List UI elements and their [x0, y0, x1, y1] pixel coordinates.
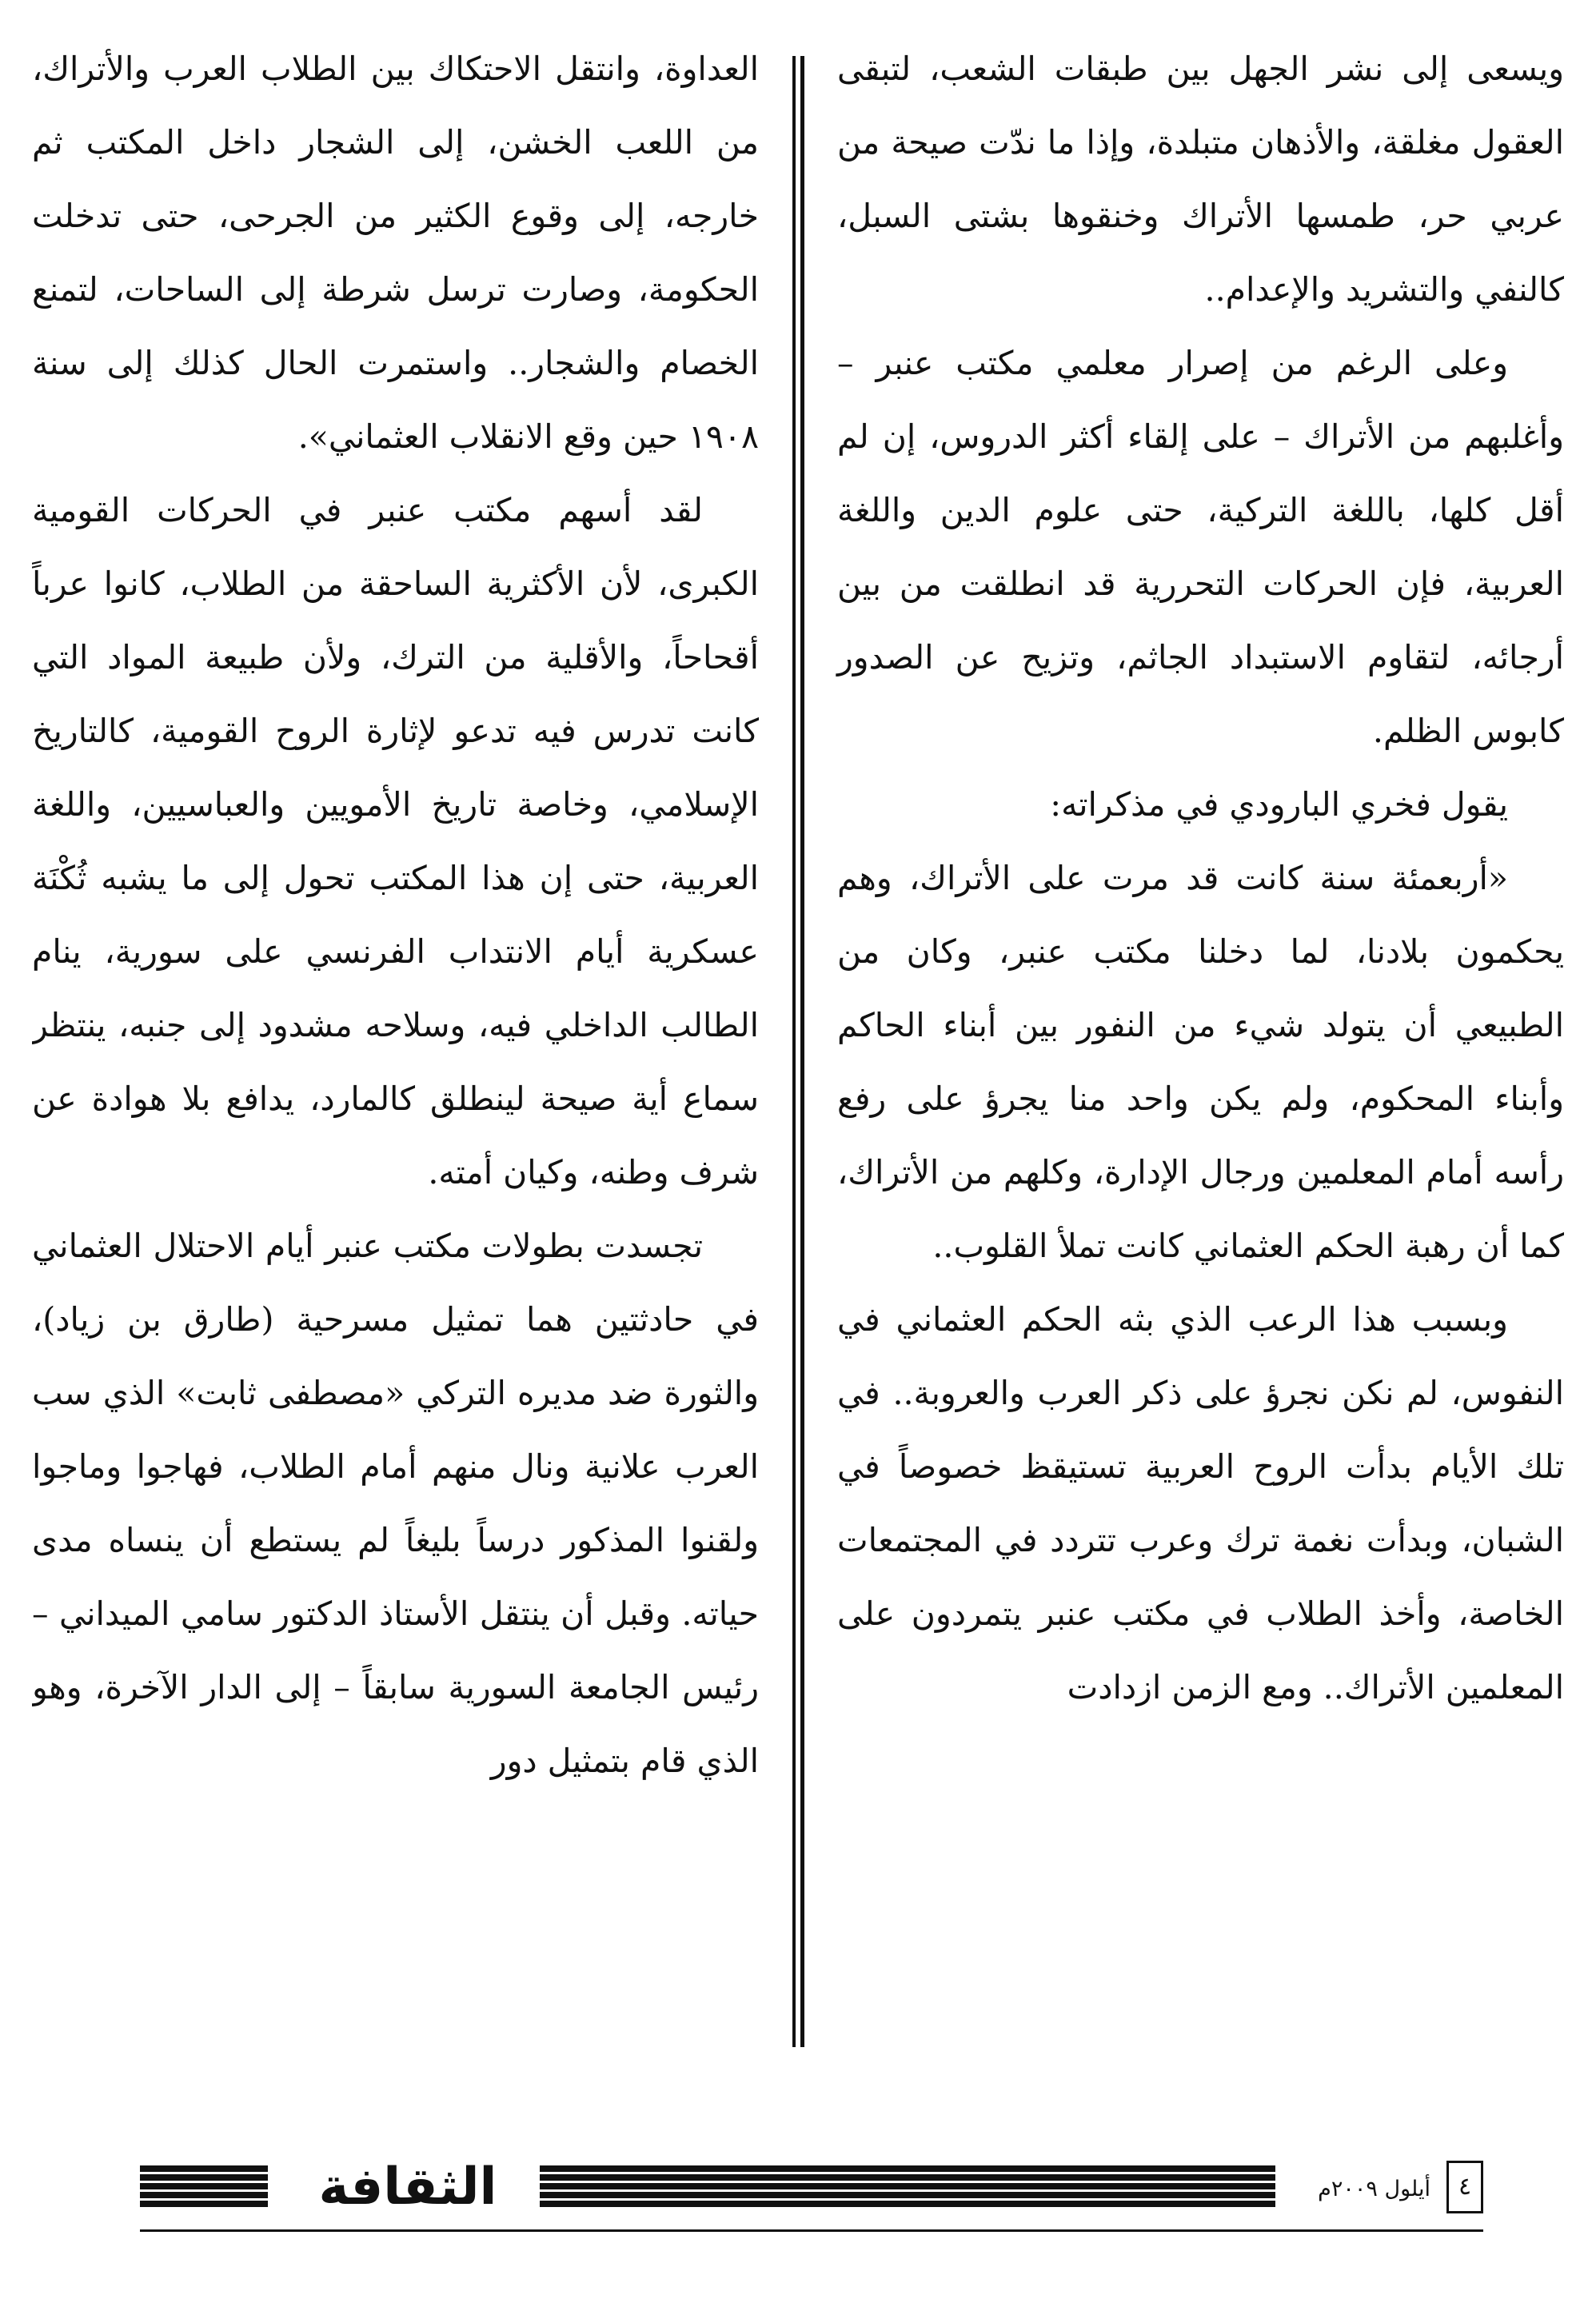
- paragraph: ويسعى إلى نشر الجهل بين طبقات الشعب، لتبقى العقول مغلقة، والأذهان متبلدة، وإذا ما ندّت صيحة من عربي حر، طمسها الأتراك وخنقوها بشتى السبل، كالنفي والتشريد والإعدام..: [837, 50, 1564, 309]
- article-columns: [32, 32, 1564, 2047]
- paragraph: «أربعمئة سنة كانت قد مرت على الأتراك، وهم يحكمون بلادنا، لما دخلنا مكتب عنبر، وكان من الطبيعي أن يتولد شيء من النفور بين أبناء الحاكم وأبناء المحكوم، ولم يكن واحد منا يجرؤ على رفع رأسه أمام المعلمين ورجال الإدارة، وكلهم من الأتراك، كما أن رهبة الحكم العثماني كانت تملأ القلوب..: [837, 859, 1564, 1265]
- paragraph: لقد أسهم مكتب عنبر في الحركات القومية الكبرى، لأن الأكثرية الساحقة من الطلاب، كانوا عرباً أقحاحاً، والأقلية من الترك، ولأن طبيعة المواد التي كانت تدرس فيه تدعو لإثارة الروح القومية، كالتاريخ الإسلامي، وخاصة تاريخ الأمويين والعباسيين، واللغة العربية، حتى إن هذا المكتب تحول إلى ما يشبه ثُكْنَة عسكرية أيام الانتداب الفرنسي على سورية، ينام الطالب الداخلي فيه، وسلاحه مشدود إلى جنبه، ينتظر سماع أية صيحة لينطلق كالمارد، يدافع بلا هوادة عن شرف وطنه، وكيان أمته.: [32, 491, 759, 1191]
- paragraph: تجسدت بطولات مكتب عنبر أيام الاحتلال العثماني في حادثتين هما تمثيل مسرحية (طارق بن زياد)، والثورة ضد مديره التركي «مصطفى ثابت» الذي سب العرب علانية ونال منهم أمام الطلاب، فهاجوا وماجوا ولقنوا المذكور درساً بليغاً لم يستطع أن ينساه مدى حياته. وقبل أن ينتقل الأستاذ الدكتور سامي الميداني – رئيس الجامعة السورية سابقاً – إلى الدار الآخرة، وهو الذي قام بتمثيل دور: [32, 1227, 759, 1780]
- right-column: [832, 32, 1564, 2047]
- column-divider: [786, 32, 810, 2047]
- issue-date: أيلول ٢٠٠٩م: [1318, 2177, 1430, 2201]
- page-footer: [140, 2151, 1483, 2231]
- paragraph: العداوة، وانتقل الاحتكاك بين الطلاب العرب والأتراك، من اللعب الخشن، إلى الشجار داخل المكتب ثم خارجه، إلى وقوع الكثير من الجرحى، حتى تدخلت الحكومة، وصارت ترسل شرطة إلى الساحات، لتمنع الخصام والشجار.. واستمرت الحال كذلك إلى سنة ١٩٠٨ حين وقع الانقلاب العثماني».: [32, 50, 759, 456]
- paragraph: يقول فخري البارودي في مذكراته:: [1050, 785, 1508, 824]
- footer-bar-short: [140, 2165, 268, 2207]
- paragraph: وعلى الرغم من إصرار معلمي مكتب عنبر – وأغلبهم من الأتراك – على إلقاء أكثر الدروس، إن لم أقل كلها، باللغة التركية، حتى علوم الدين واللغة العربية، فإن الحركات التحررية قد انطلقت من بين أرجائه، لتقاوم الاستبداد الجاثم، وتزيح عن الصدور كابوس الظلم.: [837, 344, 1564, 750]
- page-number: ٤: [1446, 2161, 1483, 2213]
- footer-rule: [140, 2229, 1483, 2232]
- left-column: [32, 32, 764, 2047]
- footer-bar-long: [540, 2165, 1275, 2207]
- paragraph: وبسبب هذا الرعب الذي بثه الحكم العثماني في النفوس، لم نكن نجرؤ على ذكر العرب والعروبة.. في تلك الأيام بدأت الروح العربية تستيقظ خصوصاً في الشبان، وبدأت نغمة ترك وعرب تتردد في المجتمعات الخاصة، وأخذ الطلاب في مكتب عنبر يتمردون على المعلمين الأتراك.. ومع الزمن ازدادت: [837, 1300, 1564, 1706]
- magazine-masthead: الثقافة: [318, 2157, 497, 2217]
